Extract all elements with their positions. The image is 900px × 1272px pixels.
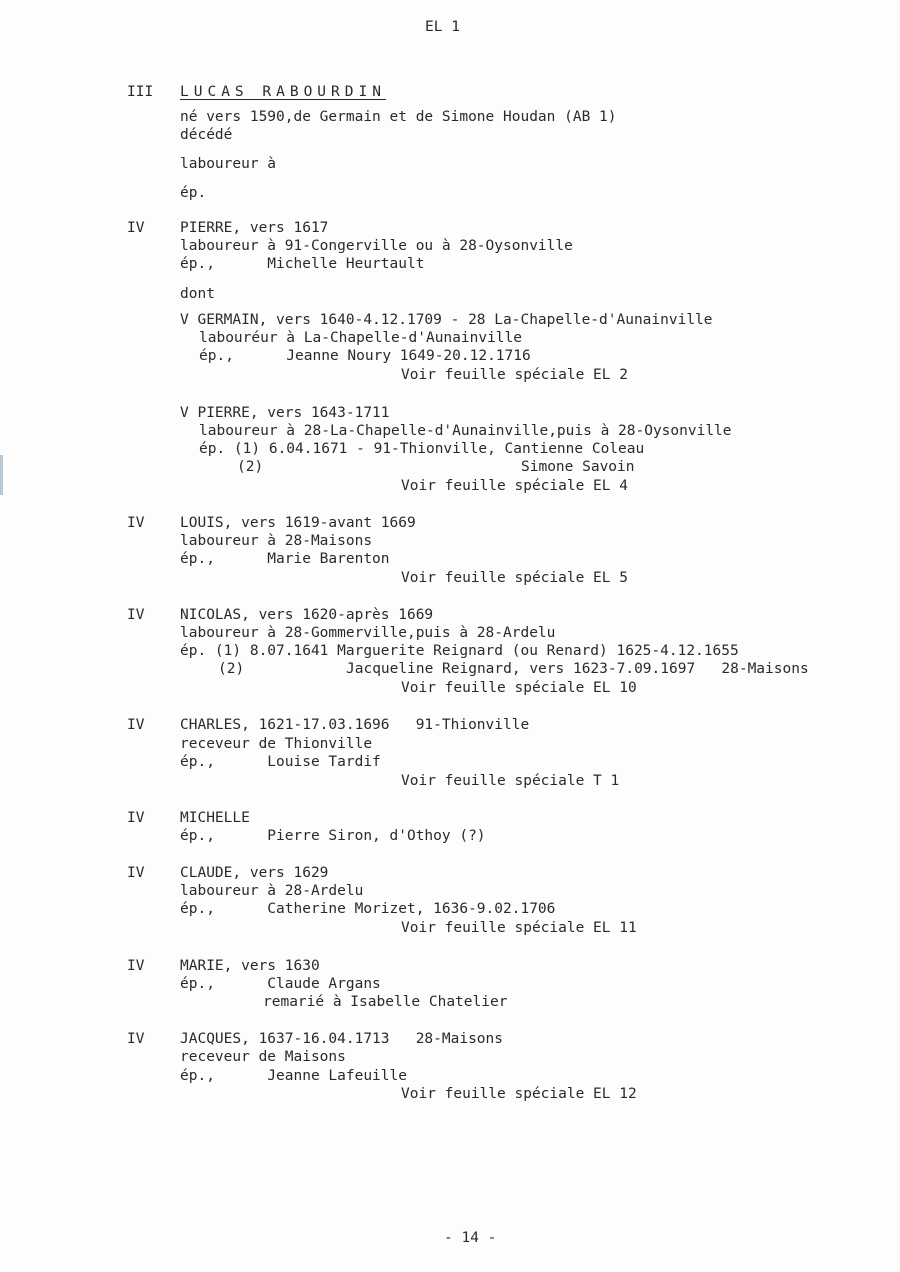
generation-label: IV xyxy=(127,607,145,623)
occupation-line: laboureur à 28-La-Chapelle-d'Aunainville,puis à 28-Oysonville xyxy=(199,423,732,439)
see-reference: Voir feuille spéciale EL 12 xyxy=(401,1086,637,1102)
occupation-line: laboureur à 28-Gommerville,puis à 28-Ardelu xyxy=(180,625,556,641)
remarriage-line: remarié à Isabelle Chatelier xyxy=(263,994,508,1010)
occupation-line: laboureur à 28-Ardelu xyxy=(180,883,364,899)
generation-label: IV xyxy=(127,810,145,826)
person-name-line: CLAUDE, vers 1629 xyxy=(180,865,329,881)
spouse-index: (2) xyxy=(218,661,245,677)
spouse-line: ép., Claude Argans xyxy=(180,976,381,992)
spouse-line: ép. xyxy=(180,185,207,201)
occupation-line: laboureur à 28-Maisons xyxy=(180,533,373,549)
person-name-line: LOUIS, vers 1619-avant 1669 xyxy=(180,515,416,531)
spouse-line: ép., Marie Barenton xyxy=(180,551,390,567)
generation-label: IV xyxy=(127,865,145,881)
person-name-line: CHARLES, 1621-17.03.1696 91-Thionville xyxy=(180,717,530,733)
spouse-line: ép., Louise Tardif xyxy=(180,754,381,770)
see-reference: Voir feuille spéciale EL 5 xyxy=(401,570,628,586)
second-spouse: Jacqueline Reignard, vers 1623-7.09.1697 28-Maisons xyxy=(346,661,809,677)
person-heading: LUCAS RABOURDIN xyxy=(180,84,386,100)
person-name-line: MICHELLE xyxy=(180,810,250,826)
generation-label: IV xyxy=(127,515,145,531)
person-name-line: JACQUES, 1637-16.04.1713 28-Maisons xyxy=(180,1031,504,1047)
occupation-line: laboureur à xyxy=(180,156,277,172)
generation-label: IV xyxy=(127,220,145,236)
occupation-line: receveur de Maisons xyxy=(180,1049,346,1065)
spouse-line: ép., Catherine Morizet, 1636-9.02.1706 xyxy=(180,901,556,917)
dont-label: dont xyxy=(180,286,215,302)
second-spouse: Simone Savoin xyxy=(521,459,635,475)
child-name-line: V GERMAIN, vers 1640-4.12.1709 - 28 La-Chapelle-d'Aunainville xyxy=(180,312,713,328)
death-line: décédé xyxy=(180,127,233,143)
page-reference: EL 1 xyxy=(425,19,460,35)
spouse-index: (2) xyxy=(237,459,264,475)
occupation-line: receveur de Thionville xyxy=(180,736,373,752)
birth-line: né vers 1590,de Germain et de Simone Houdan (AB 1) xyxy=(180,109,617,125)
child-name-line: V PIERRE, vers 1643-1711 xyxy=(180,405,390,421)
spouse-line: ép., Pierre Siron, d'Othoy (?) xyxy=(180,828,486,844)
spouse-line: ép. (1) 6.04.1671 - 91-Thionville, Cantienne Coleau xyxy=(199,441,645,457)
scan-edge-mark xyxy=(0,455,3,495)
occupation-line: laboureur à 91-Congerville ou à 28-Oysonville xyxy=(180,238,573,254)
person-name-line: PIERRE, vers 1617 xyxy=(180,220,329,236)
spouse-line: ép. (1) 8.07.1641 Marguerite Reignard (ou Renard) 1625-4.12.1655 xyxy=(180,643,739,659)
occupation-line: labouréur à La-Chapelle-d'Aunainville xyxy=(199,330,523,346)
page-number: - 14 - xyxy=(444,1230,497,1246)
generation-label: IV xyxy=(127,717,145,733)
generation-label: IV xyxy=(127,1031,145,1047)
generation-label: III xyxy=(127,84,154,100)
person-name-line: NICOLAS, vers 1620-après 1669 xyxy=(180,607,434,623)
see-reference: Voir feuille spéciale T 1 xyxy=(401,773,620,789)
generation-label: IV xyxy=(127,958,145,974)
see-reference: Voir feuille spéciale EL 11 xyxy=(401,920,637,936)
see-reference: Voir feuille spéciale EL 10 xyxy=(401,680,637,696)
spouse-line: ép., Jeanne Noury 1649-20.12.1716 xyxy=(199,348,531,364)
see-reference: Voir feuille spéciale EL 2 xyxy=(401,367,628,383)
person-name-line: MARIE, vers 1630 xyxy=(180,958,320,974)
see-reference: Voir feuille spéciale EL 4 xyxy=(401,478,628,494)
spouse-line: ép., Michelle Heurtault xyxy=(180,256,425,272)
spouse-line: ép., Jeanne Lafeuille xyxy=(180,1068,407,1084)
